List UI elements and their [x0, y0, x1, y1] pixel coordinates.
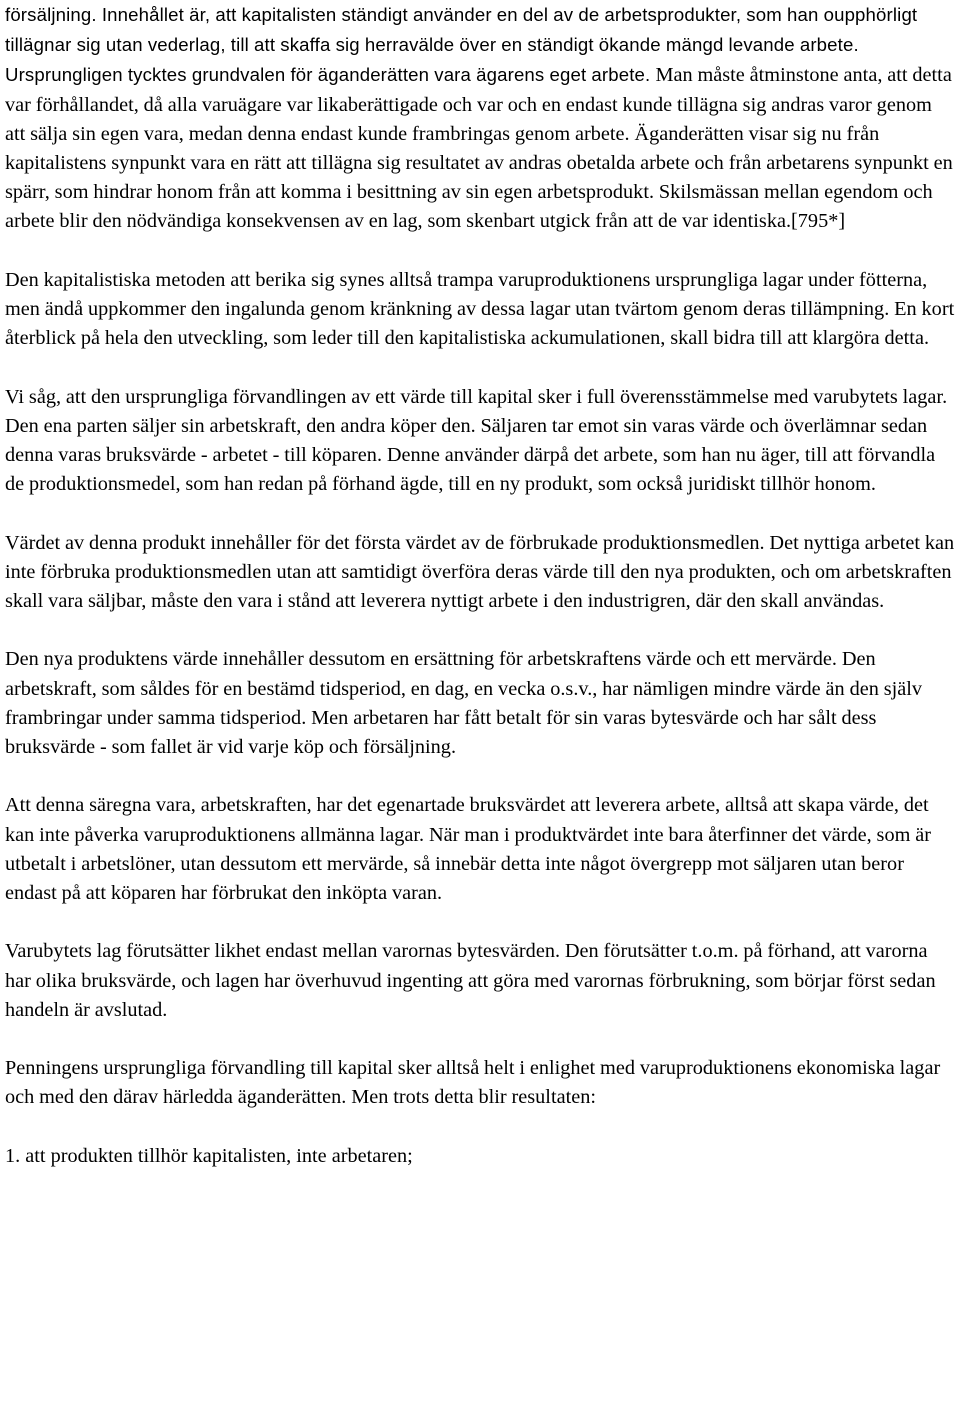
- paragraph-5-text: Den nya produktens värde innehåller dessutom en ersättning för arbetskraftens värde och ett mervärde. Den arbetskraft, som såldes för en bestämd tidsperiod, en dag, en vecka o.s.v., har nämligen mindre värde än den själv frambringar under samma tidsperiod. Men arbetaren har fått betalt för sin varas bytesvärde och har sålt dess bruksvärde - som fallet är vid varje köp och försäljning.: [5, 648, 923, 759]
- paragraph-3: [5, 383, 957, 500]
- paragraph-7: [5, 937, 957, 1025]
- paragraph-1: [5, 0, 957, 237]
- document-page: [5, 0, 957, 1171]
- paragraph-6-text: Att denna säregna vara, arbetskraften, har det egenartade bruksvärdet att leverera arbete, alltså att skapa värde, det kan inte påverka varuproduktionens allmänna lagar. När man i produktvärdet inte bara återfinner det värde, som är utbetalt i arbetslöner, utan dessutom ett mervärde, så innebär detta inte något övergrepp mot säljaren utan beror endast på att köparen har förbrukat den inköpta varan.: [5, 794, 931, 905]
- list-item-1-text: 1. att produkten tillhör kapitalisten, inte arbetaren;: [5, 1144, 413, 1167]
- paragraph-4: [5, 529, 957, 617]
- paragraph-8-text: Penningens ursprungliga förvandling till kapital sker alltså helt i enlighet med varuproduktionens ekonomiska lagar och med den därav härledda äganderätten. Men trots detta blir resultaten:: [5, 1057, 941, 1109]
- list-item-1: [5, 1142, 957, 1171]
- paragraph-7-text: Varubytets lag förutsätter likhet endast mellan varornas bytesvärden. Den förutsätter t.o.m. på förhand, att varorna har olika bruksvärde, och lagen har överhuvud ingenting att göra med varornas förbrukning, som börjar först sedan handeln är avslutad.: [5, 940, 936, 1021]
- paragraph-5: [5, 645, 957, 762]
- paragraph-1-segment-2: Man måste åtminstone anta, att detta var förhållandet, då alla varuägare var likaberättigade och var och en endast kunde tillägna sig andras varor genom att sälja sin egen vara, medan denna endast kunde frambringas genom arbete.: [5, 64, 952, 145]
- paragraph-1-segment-3: Äganderätten visar sig nu från kapitalistens synpunkt vara en rätt att tillägna sig resultatet av andras obetalda arbete och från arbetarens synpunkt en spärr, som hindrar honom från att komma i besittning av sin egen arbetsprodukt. Skilsmässan mellan egendom och arbete blir den nödvändiga konsekvensen av en lag, som skenbart utgick från att de var identiska.[795*]: [5, 122, 953, 233]
- paragraph-3-text: Vi såg, att den ursprungliga förvandlingen av ett värde till kapital sker i full överensstämmelse med varubytets lagar. Den ena parten säljer sin arbetskraft, den andra köper den. Säljaren tar emot sin varas värde och överlämnar sedan denna varas bruksvärde - arbetet - till köparen. Denne använder därpå det arbete, som han nu äger, till att förvandla de produktionsmedel, som han redan på förhand ägde, till en ny produkt, som också juridiskt tillhör honom.: [5, 385, 948, 496]
- paragraph-2-text: Den kapitalistiska metoden att berika sig synes alltså trampa varuproduktionens ursprungliga lagar under fötterna, men ändå uppkommer den ingalunda genom kränkning av dessa lagar utan tvärtom genom deras tillämpning. En kort återblick på hela den utveckling, som leder till den kapitalistiska ackumulationen, skall bidra till att klargöra detta.: [5, 268, 955, 350]
- paragraph-6: [5, 791, 957, 908]
- paragraph-8: [5, 1054, 957, 1112]
- paragraph-2: [5, 266, 957, 354]
- paragraph-4-text: Värdet av denna produkt innehåller för det första värdet av de förbrukade produktionsmedlen. Det nyttiga arbetet kan inte förbruka produktionsmedlen utan att samtidigt överföra deras värde till den nya produkten, och om arbetskraften skall vara säljbar, måste den vara i stånd att leverera nyttigt arbete i den industrigren, där den skall användas.: [5, 531, 955, 613]
- paragraph-1-segment-1: försäljning. Innehållet är, att kapitalisten ständigt använder en del av de arbetsprodukter, som han oupphörligt tillägnar sig utan vederlag, till att skaffa sig herravälde över en ständigt ökande mängd levande arbete. Ursprungligen tycktes grundvalen för äganderätten vara ägarens eget arbete.: [5, 4, 918, 86]
